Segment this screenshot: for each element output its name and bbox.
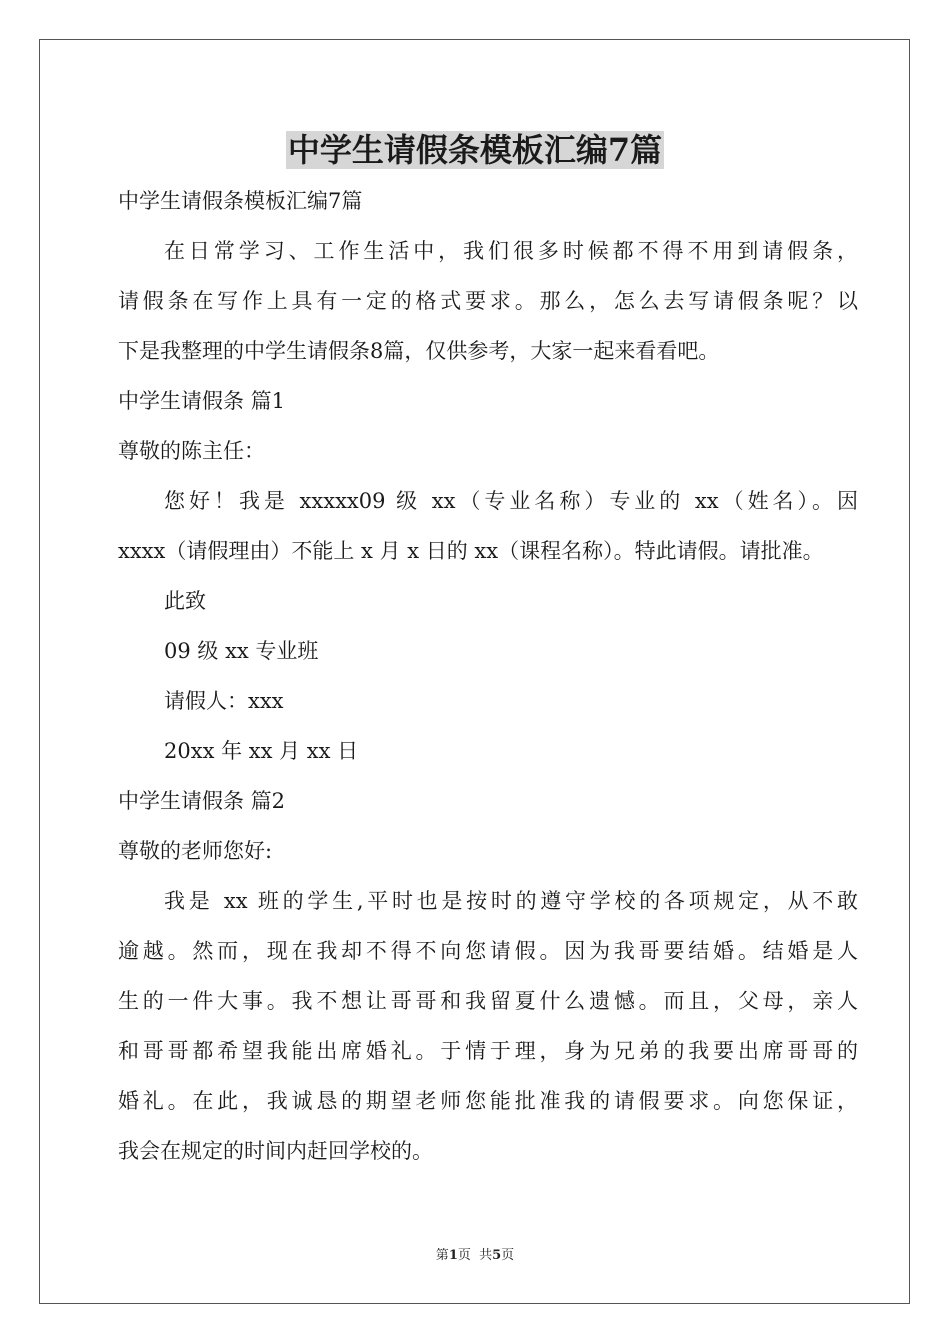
footer-prefix: 第 (435, 1248, 449, 1263)
text-line: 请假人：xxx (164, 689, 284, 713)
text-line: 中学生请假条 篇1 (118, 389, 286, 413)
footer-page-current: 1 (448, 1248, 458, 1263)
text-line: 请假条在写作上具有一定的格式要求。那么，怎么去写请假条呢？以 (118, 289, 858, 313)
text-line: 在日常学习、工作生活中，我们很多时候都不得不用到请假条， (164, 239, 858, 263)
text-line: 您好！我是 xxxxx09 级 xx（专业名称）专业的 xx（姓名）。因 (164, 489, 858, 513)
text-line: 尊敬的陈主任： (118, 439, 265, 463)
text-line: 中学生请假条 篇2 (118, 789, 286, 813)
footer-suffix: 页 (501, 1248, 515, 1263)
text-line: xxxx（请假理由）不能上 x 月 x 日的 xx（课程名称）。特此请假。请批准。 (118, 539, 824, 563)
text-line: 20xx 年 xx 月 xx 日 (164, 739, 359, 763)
page-footer (0, 1246, 950, 1266)
footer-page-total: 5 (492, 1248, 502, 1263)
document-title-text: 中学生请假条模板汇编7篇 (287, 131, 663, 169)
text-line: 婚礼。在此，我诚恳的期望老师您能批准我的请假要求。向您保证， (118, 1089, 858, 1113)
document-body (118, 176, 858, 1176)
text-line: 我是 xx 班的学生,平时也是按时的遵守学校的各项规定，从不敢 (164, 889, 858, 913)
text-line: 和哥哥都希望我能出席婚礼。于情于理，身为兄弟的我要出席哥哥的 (118, 1039, 858, 1063)
text-line: 09 级 xx 专业班 (164, 639, 319, 663)
text-line: 逾越。然而，现在我却不得不向您请假。因为我哥要结婚。结婚是人 (118, 939, 858, 963)
footer-mid: 页 共 (457, 1248, 493, 1263)
text-line: 此致 (164, 589, 206, 613)
text-line: 生的一件大事。我不想让哥哥和我留夏什么遗憾。而且，父母，亲人 (118, 989, 858, 1013)
text-line: 中学生请假条模板汇编7篇 (118, 189, 363, 213)
document-title (0, 128, 950, 172)
text-line: 我会在规定的时间内赶回学校的。 (118, 1139, 433, 1163)
text-line: 尊敬的老师您好: (118, 839, 273, 863)
text-line: 下是我整理的中学生请假条8篇，仅供参考，大家一起来看看吧。 (118, 339, 720, 363)
